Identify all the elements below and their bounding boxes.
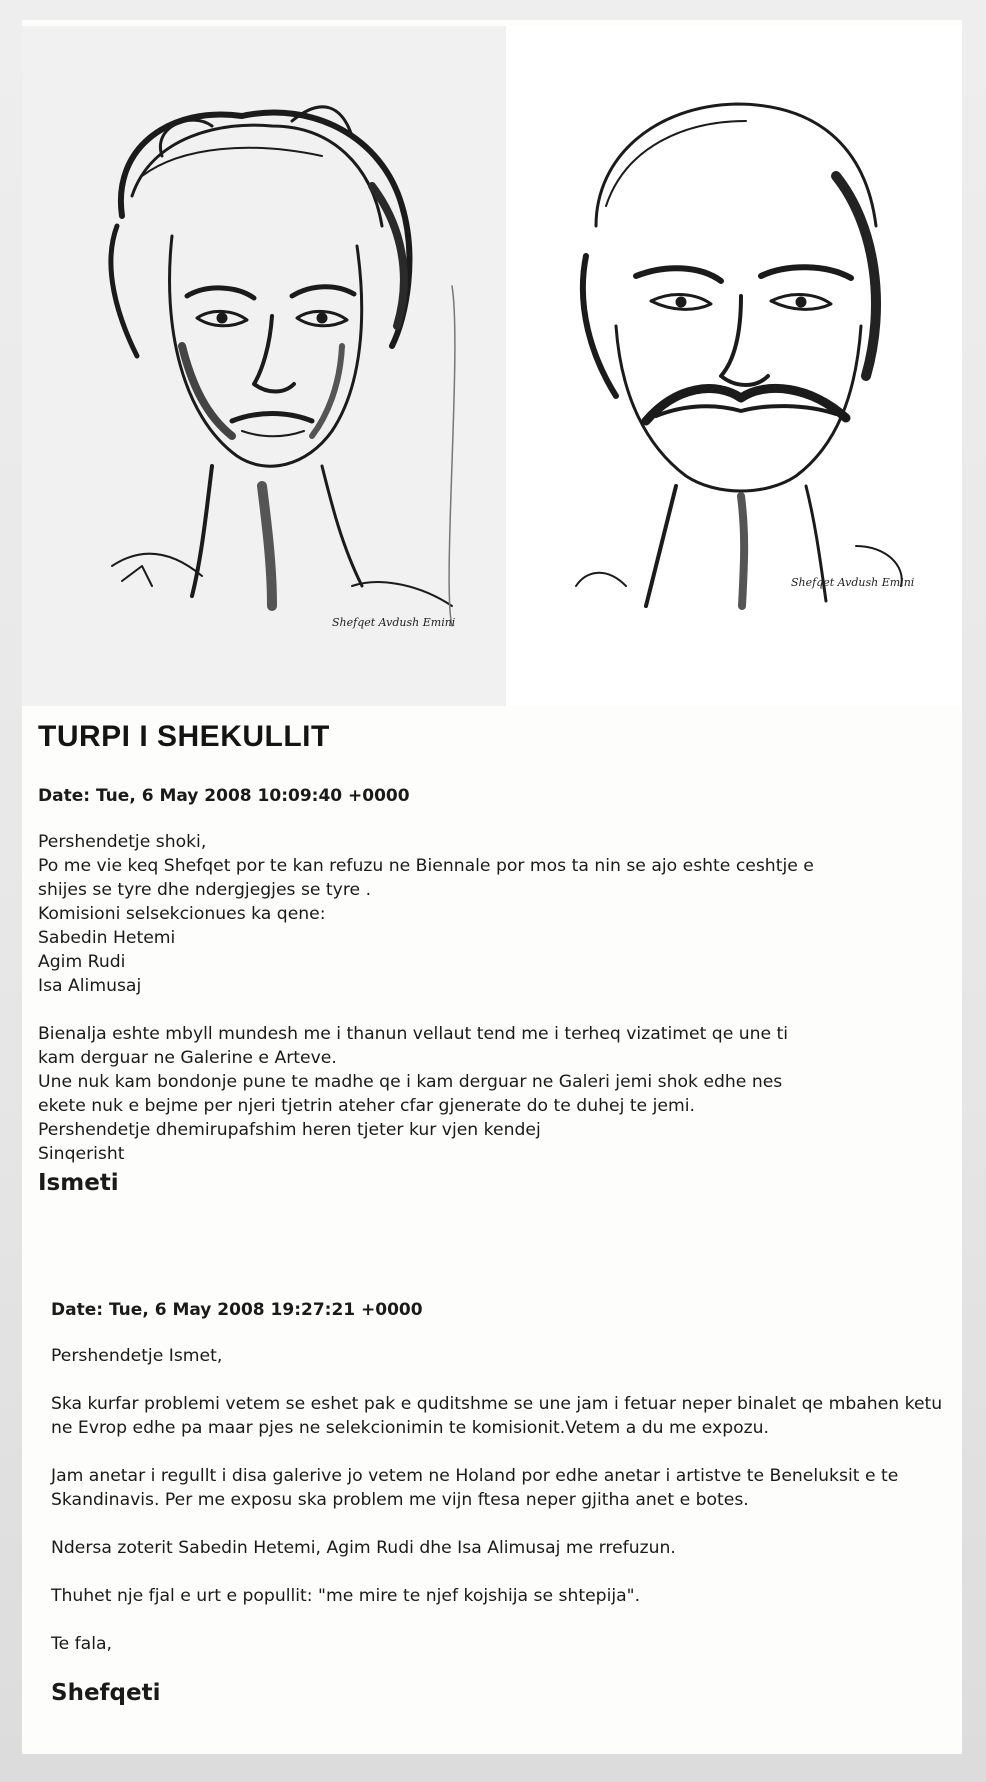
email-1-date: Date: Tue, 6 May 2008 10:09:40 +0000 [38,786,410,806]
email-1-body-line: ekete nuk e bejme per njeri tjetrin ateher cfar gjenerate do te duhej te jemi. [38,1096,695,1116]
email-1-body-line: Une nuk kam bondonje pune te madhe qe i kam derguar ne Galeri jemi shok edhe nes [38,1072,783,1092]
email-2-closing: Te fala, [51,1634,112,1654]
committee-member: Sabedin Hetemi [38,928,176,948]
committee-member: Agim Rudi [38,952,126,972]
portrait-drawing-left [22,26,506,706]
email-1-body-line: shijes se tyre dhe ndergjegjes se tyre . [38,880,372,900]
headline-title: TURPI I SHEKULLIT [38,720,330,753]
email-1-body-line: Komisioni selsekcionues ka qene: [38,904,326,924]
email-2-paragraph: Ska kurfar problemi vetem se eshet pak e quditshme se une jam i fetuar neper binalet qe mbahen ketu ne Evrop edhe pa maar pjes ne selekcionimin te komisionit.Vetem a du me expozu. [51,1394,943,1438]
email-message-1 [38,720,948,1196]
email-2-paragraph: Ndersa zoterit Sabedin Hetemi, Agim Rudi dhe Isa Alimusaj me rrefuzun. [51,1538,676,1558]
email-1-signature: Ismeti [38,1170,119,1196]
email-2-paragraph: Jam anetar i regullt i disa galerive jo vetem ne Holand por edhe anetar i artistve te Beneluksit e te Skandinavis. Per me exposu ska problem me vijn ftesa neper gjitha anet e botes. [51,1466,899,1510]
document-sheet [22,20,962,1754]
email-1-sign-off: Sinqerisht [38,1144,125,1164]
artist-signature-left: Shefqet Avdush Emini [332,616,456,629]
portrait-drawing-right [506,26,962,706]
portrait-sketch-woman [22,26,506,706]
email-2-date: Date: Tue, 6 May 2008 19:27:21 +0000 [51,1300,423,1320]
email-1-body-line: Bienalja eshte mbyll mundesh me i thanun vellaut tend me i terheq vizatimet qe une ti [38,1024,789,1044]
committee-member: Isa Alimusaj [38,976,142,996]
email-1-body-line: Po me vie keq Shefqet por te kan refuzu ne Biennale por mos ta nin se ajo eshte ceshtje e [38,856,814,876]
email-2-greeting: Pershendetje Ismet, [51,1346,223,1366]
email-1-body-line: kam derguar ne Galerine e Arteve. [38,1048,337,1068]
artist-signature-right: Shefqet Avdush Emini [791,576,915,589]
email-message-2 [51,1300,951,1706]
email-2-paragraph: Thuhet nje fjal e urt e popullit: "me mire te njef kojshija se shtepija". [51,1586,641,1606]
email-1-body-line: Pershendetje dhemirupafshim heren tjeter kur vjen kendej [38,1120,541,1140]
email-1-greeting: Pershendetje shoki, [38,832,207,852]
email-2-signature: Shefqeti [51,1680,161,1706]
portrait-sketch-man [506,26,962,706]
